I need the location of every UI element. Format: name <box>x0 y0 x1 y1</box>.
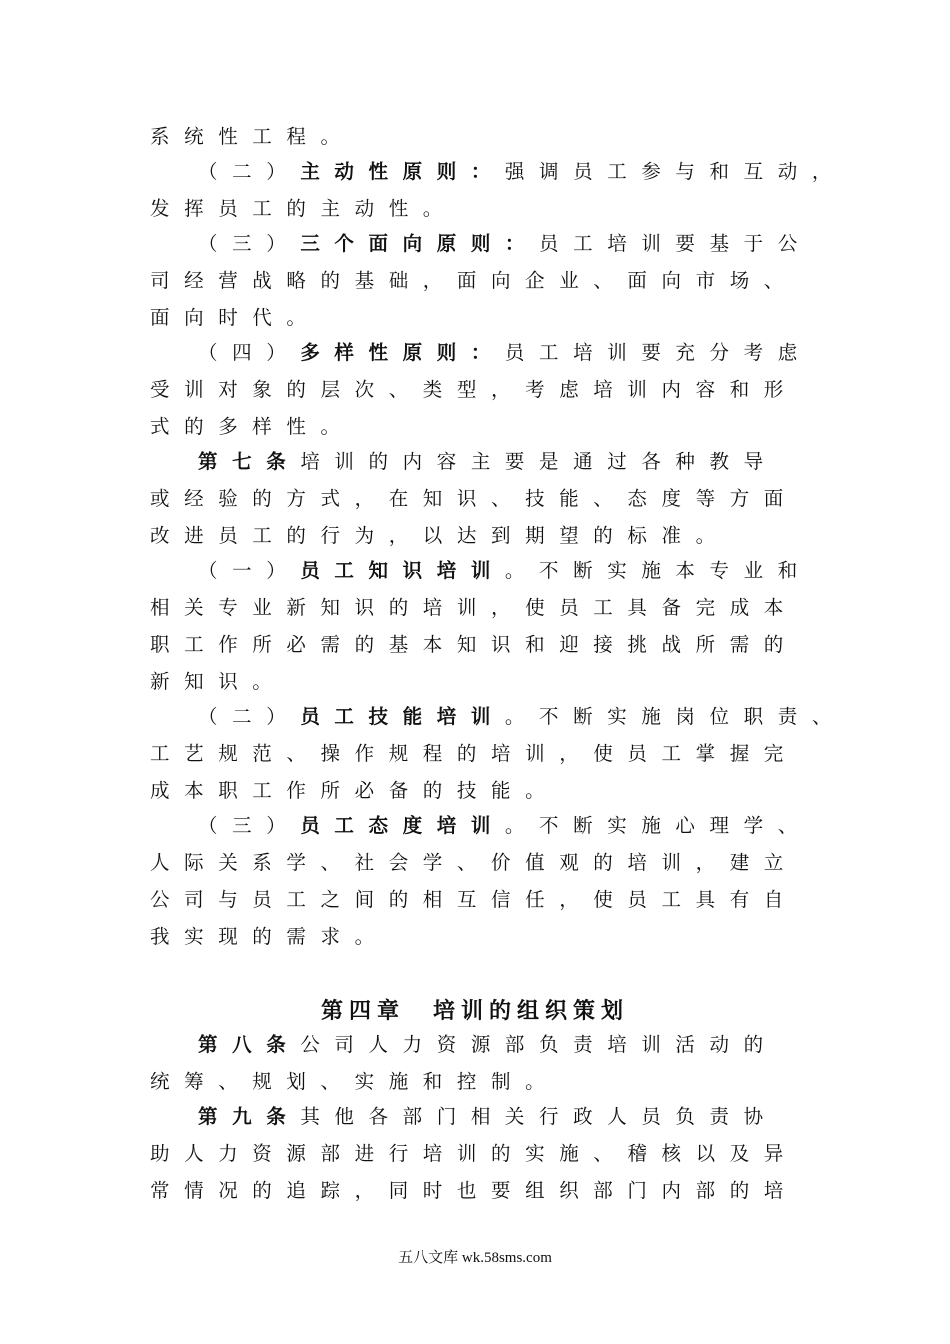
training-heading: 员工技能培训 <box>300 705 505 728</box>
item-number: （三） <box>198 232 301 255</box>
text-span: 人际关系学、社会学、价值观的培训，建立 <box>150 851 798 874</box>
training-heading: 员工态度培训 <box>300 814 505 837</box>
text-span: 职工作所必需的基本知识和迎接挑战所需的 <box>150 633 798 656</box>
text-span: 或经验的方式，在知识、技能、态度等方面 <box>150 487 798 510</box>
article-label: 第八条 <box>198 1033 301 1056</box>
text-line <box>150 415 830 439</box>
text-line <box>150 851 830 875</box>
text-span: 发挥员工的主动性。 <box>150 197 457 220</box>
text-span: 成本职工作所必备的技能。 <box>150 779 560 802</box>
text-span: 。不断实施心理学、 <box>504 814 812 837</box>
text-line <box>150 197 830 221</box>
text-line <box>150 378 830 402</box>
text-line <box>198 450 878 474</box>
principle-heading: 主动性原则： <box>300 160 505 183</box>
text-line <box>198 814 878 838</box>
text-line <box>198 705 878 729</box>
text-span: 培训的内容主要是通过各种教导 <box>300 450 778 473</box>
text-line <box>198 1105 878 1129</box>
text-line <box>198 341 878 365</box>
text-line <box>150 1142 830 1166</box>
text-line <box>150 1179 830 1203</box>
text-line <box>150 888 830 912</box>
text-span: 改进员工的行为，以达到期望的标准。 <box>150 524 730 547</box>
chapter-title: 培训的组织策划 <box>433 998 630 1024</box>
text-span: 受训对象的层次、类型，考虑培训内容和形 <box>150 378 798 401</box>
text-span: 相关专业新知识的培训，使员工具备完成本 <box>150 596 798 619</box>
text-span: 员工培训要基于公 <box>539 232 812 255</box>
text-span: 司经营战略的基础，面向企业、面向市场、 <box>150 269 798 292</box>
text-span: 。不断实施岗位职责、 <box>504 705 846 728</box>
text-line <box>198 1033 878 1057</box>
text-span: 助人力资源部进行培训的实施、稽核以及异 <box>150 1142 798 1165</box>
item-number: （四） <box>198 341 301 364</box>
training-heading: 员工知识培训 <box>300 559 505 582</box>
text-line <box>150 742 830 766</box>
text-line <box>150 524 830 548</box>
text-line <box>198 232 878 256</box>
text-span: 常情况的追踪，同时也要组织部门内部的培 <box>150 1179 798 1202</box>
text-line <box>150 925 830 949</box>
text-line <box>150 779 830 803</box>
text-span: 工艺规范、操作规程的培训，使员工掌握完 <box>150 742 798 765</box>
item-number: （三） <box>198 814 301 837</box>
article-label: 第九条 <box>198 1105 301 1128</box>
text-span: 统筹、规划、实施和控制。 <box>150 1070 560 1093</box>
text-line <box>150 670 830 694</box>
text-line <box>150 306 830 330</box>
chapter-heading <box>0 994 950 1025</box>
page-footer: 五八文库 wk.58sms.com <box>398 1250 552 1266</box>
principle-heading: 多样性原则： <box>300 341 505 364</box>
text-span: 面向时代。 <box>150 306 321 329</box>
text-line <box>150 487 830 511</box>
text-line <box>150 1070 830 1094</box>
text-span: 强调员工参与和互动， <box>504 160 846 183</box>
text-span: 公司人力资源部负责培训活动的 <box>300 1033 778 1056</box>
text-span: 我实现的需求。 <box>150 925 389 948</box>
item-number: （二） <box>198 705 301 728</box>
text-line <box>150 633 830 657</box>
text-span: 新知识。 <box>150 670 287 693</box>
text-span: 式的多样性。 <box>150 415 355 438</box>
text-span: 系统性工程。 <box>150 125 355 148</box>
text-span: 公司与员工之间的相互信任，使员工具有自 <box>150 888 798 911</box>
text-line <box>198 559 878 583</box>
article-label: 第七条 <box>198 450 301 473</box>
text-span: 员工培训要充分考虑 <box>504 341 812 364</box>
item-number: （一） <box>198 559 301 582</box>
text-line <box>150 269 830 293</box>
text-line <box>198 160 878 184</box>
text-line <box>150 596 830 620</box>
text-span: 。不断实施本专业和 <box>504 559 812 582</box>
item-number: （二） <box>198 160 301 183</box>
text-line <box>150 125 830 149</box>
principle-heading: 三个面向原则： <box>300 232 540 255</box>
chapter-number: 第四章 <box>320 998 405 1024</box>
text-span: 其他各部门相关行政人员负责协 <box>300 1105 778 1128</box>
